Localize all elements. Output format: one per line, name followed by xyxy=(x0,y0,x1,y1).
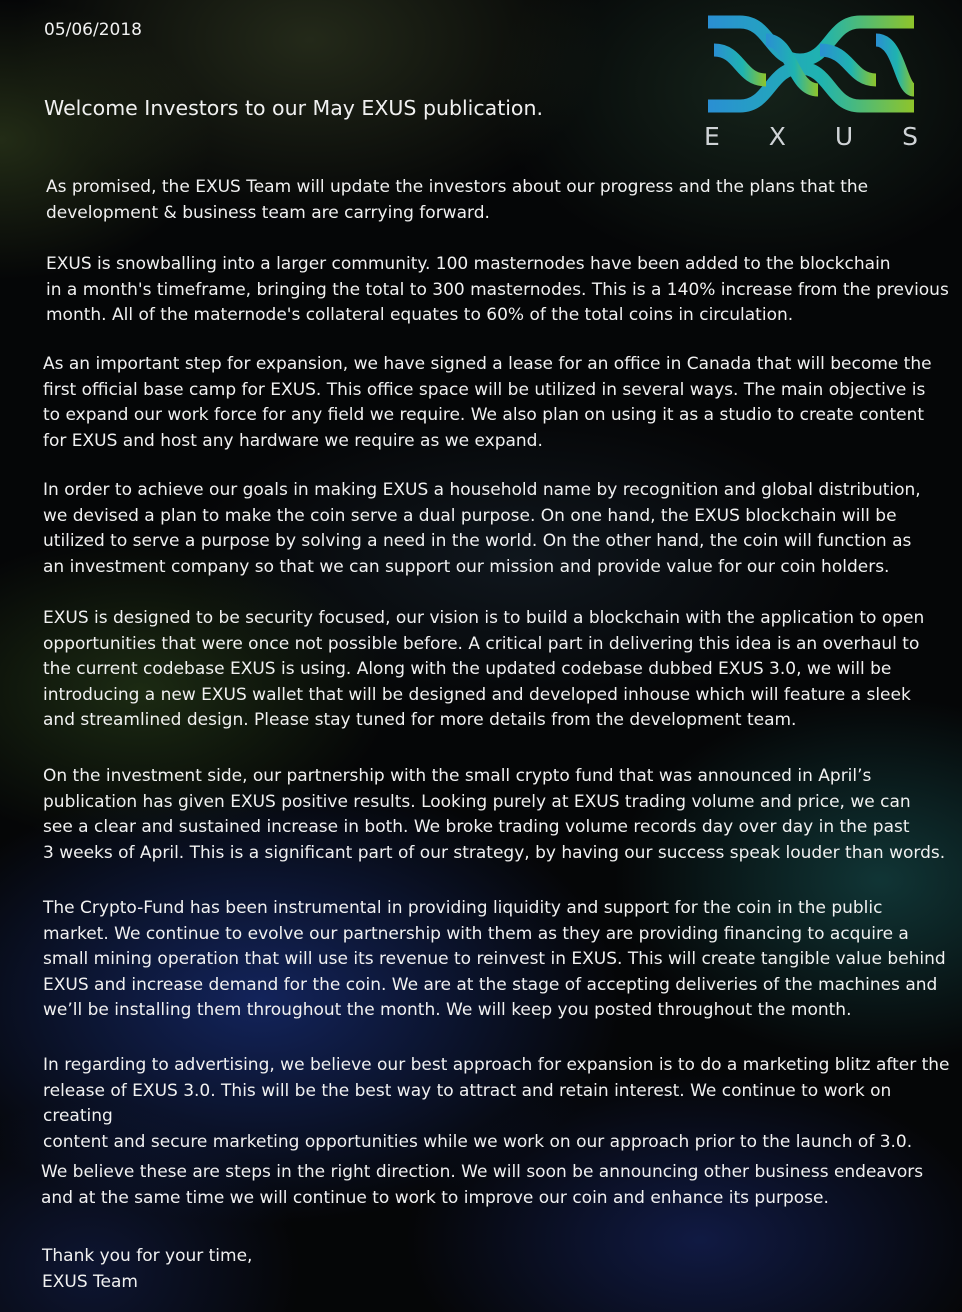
signature: Thank you for your time, EXUS Team xyxy=(42,1246,253,1292)
paragraph-intro: As promised, the EXUS Team will update the investors about our progress and the plans that the development & business team are carrying forward. xyxy=(46,177,869,223)
paragraph-closing: We believe these are steps in the right direction. We will soon be announcing other business endeavors and at the same time we will continue to work to improve our coin and enhance its purpose. xyxy=(41,1162,924,1208)
exus-logo xyxy=(700,10,922,160)
paragraph-crypto-fund: The Crypto-Fund has been instrumental in providing liquidity and support for the coin in the public market. We continue to evolve our partnership with them as they are providing financing to acquire a small mining operation that will use its revenue to reinvest in EXUS. This will create tangible value behind EXUS and increase demand for the coin. We are at the stage of accepting deliveries of the machines and we’ll be installing them throughout the month. We will keep you posted throughout the month. xyxy=(43,898,946,1020)
page-title: Welcome Investors to our May EXUS publication. xyxy=(44,96,543,120)
exus-logo-mark-icon xyxy=(700,10,922,120)
exus-wordmark xyxy=(700,122,922,151)
wordmark-letter: X xyxy=(768,122,786,151)
paragraph-security: EXUS is designed to be security focused, our vision is to build a blockchain with the application to open opportunities that were once not possible before. A critical part in delivering this idea is an overhaul to the current codebase EXUS is using. Along with the updated codebase dubbed EXUS 3.0, we will be introducing a new EXUS wallet that will be designed and developed inhouse which will feature a sleek and streamlined design. Please stay tuned for more details from the development team. xyxy=(43,608,925,730)
wordmark-letter: S xyxy=(902,122,918,151)
publication-date: 05/06/2018 xyxy=(44,20,142,40)
paragraph-office: As an important step for expansion, we have signed a lease for an office in Canada that will become the first official base camp for EXUS. This office space will be utilized in several ways. The main objective is to expand our work force for any field we require. We also plan on using it as a studio to create content for EXUS and host any hardware we require as we expand. xyxy=(43,354,932,451)
wordmark-letter: U xyxy=(834,122,854,151)
paragraph-investment: On the investment side, our partnership with the small crypto fund that was announced in April’s publication has given EXUS positive results. Looking purely at EXUS trading volume and price, we can see a clear and sustained increase in both. We broke trading volume records day over day in the past 3 weeks of April. This is a significant part of our strategy, by having our success speak louder than words. xyxy=(43,766,946,863)
paragraph-masternodes: EXUS is snowballing into a larger community. 100 masternodes have been added to the blockchain in a month's timeframe, bringing the total to 300 masternodes. This is a 140% increase from the previous month. All of the maternode's collateral equates to 60% of the total coins in circulation. xyxy=(46,254,949,325)
wordmark-letter: E xyxy=(704,122,720,151)
paragraph-goals: In order to achieve our goals in making EXUS a household name by recognition and global distribution, we devised a plan to make the coin serve a dual purpose. On one hand, the EXUS blockchain will be utilized to serve a purpose by solving a need in the world. On the other hand, the coin will function as an investment company so that we can support our mission and provide value for our coin holders. xyxy=(43,480,921,577)
paragraph-advertising: In regarding to advertising, we believe our best approach for expansion is to do a marketing blitz after the release of EXUS 3.0. This will be the best way to attract and retain interest. We continue to work on creating content and secure marketing opportunities while we work on our approach prior to the launch of 3.0. xyxy=(43,1055,950,1152)
